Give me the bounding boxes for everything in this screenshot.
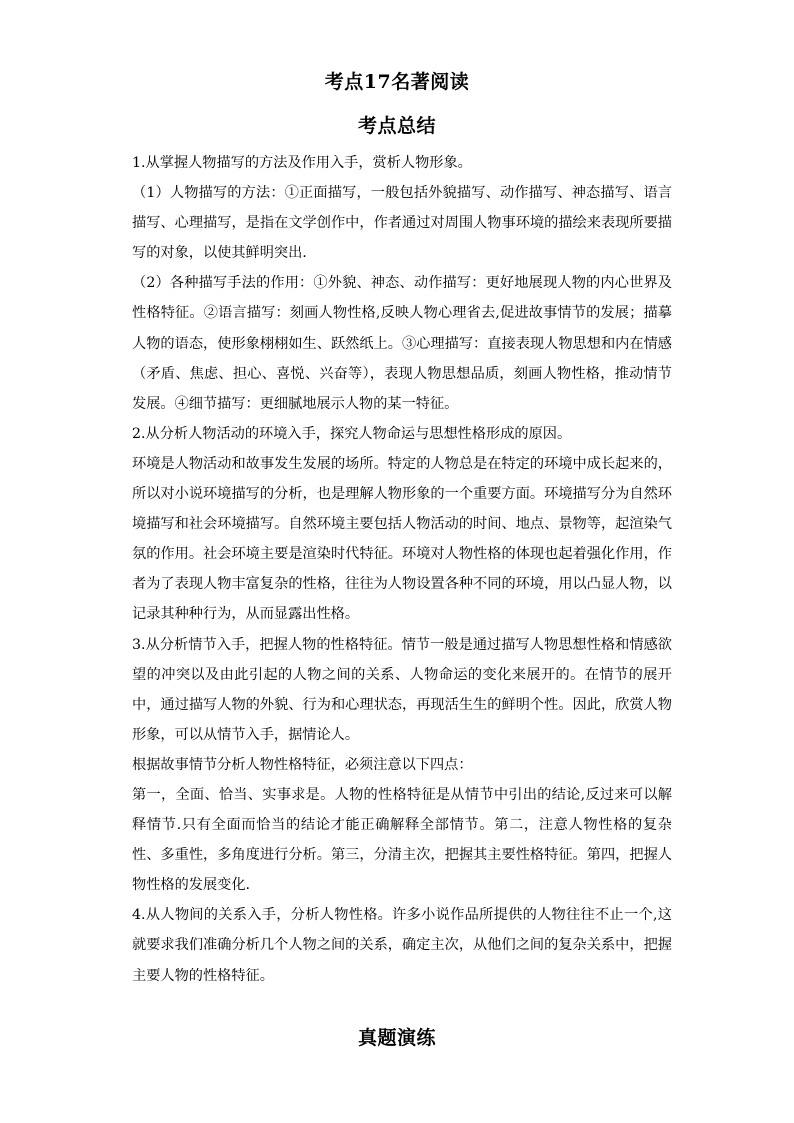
document-title: 考点17名著阅读	[324, 71, 470, 93]
section-heading-practice: 真题演练	[357, 1027, 436, 1049]
section-heading-summary: 考点总结	[357, 115, 436, 137]
paragraph: 3.从分析情节入手，把握人物的性格特征。情节一般是通过描写人物思想性格和情感欲望的冲突以及由此引起的人物之间的关系、人物命运的变化来展开的。在情节的展开中，通过描写人物的外貌、行为和心理状态，再现活生生的鲜明个性。因此，欣赏人物形象，可以从情节入手，据情论人。	[132, 636, 672, 743]
paragraph: 环境是人物活动和故事发生发展的场所。特定的人物总是在特定的环境中成长起来的，所以对小说环境描写的分析，也是理解人物形象的一个重要方面。环境描写分为自然环境描写和社会环境描写。自然环境主要包括人物活动的时间、地点、景物等，起渲染气氛的作用。社会环境主要是渲染时代特征。环境对人物性格的体现也起着强化作用，作者为了表现人物丰富复杂的性格，往往为人物设置各种不同的环境，用以凸显人物，以记录其种种行为，从而显露出性格。	[132, 455, 672, 623]
paragraph: 1.从掌握人物描写的方法及作用入手，赏析人物形象。	[132, 155, 472, 171]
paragraph: （2）各种描写手法的作用：①外貌、神态、动作描写：更好地展现人物的内心世界及性格特征。②语言描写：刻画人物性格,反映人物心理省去,促进故事情节的发展；描摹人物的语态，使形象栩栩如生、跃然纸上。③心理描写：直接表现人物思想和内在情感（矛盾、焦虑、担心、喜悦、兴奋等），表现人物思想品质，刻画人物性格，推动情节发展。④细节描写：更细腻地展示人物的某一特征。	[132, 275, 672, 412]
paragraph: 4.从人物间的关系入手，分析人物性格。许多小说作品所提供的人物往往不止一个,这就要求我们准确分析几个人物之间的关系，确定主次，从他们之间的复杂关系中，把握主要人物的性格特征。	[132, 907, 672, 984]
paragraph: （1）人物描写的方法：①正面描写，一般包括外貌描写、动作描写、神态描写、语言描写、心理描写，是指在文学创作中，作者通过对周围人物事环境的描绘来表现所要描写的对象，以使其鲜明突出.	[132, 185, 672, 262]
document-body	[132, 148, 672, 991]
paragraph: 第一，全面、恰当、实事求是。人物的性格特征是从情节中引出的结论,反过来可以解释情节.只有全面而恰当的结论才能正确解释全部情节。第二，注意人物性格的复杂性、多重性，多角度进行分析。第三，分清主次，把握其主要性格特征。第四，把握人物性格的发展变化.	[132, 786, 672, 894]
paragraph: 根据故事情节分析人物性格特征，必须注意以下四点：	[132, 756, 473, 773]
paragraph: 2.从分析人物活动的环境入手，探究人物命运与思想性格形成的原因。	[132, 425, 572, 442]
